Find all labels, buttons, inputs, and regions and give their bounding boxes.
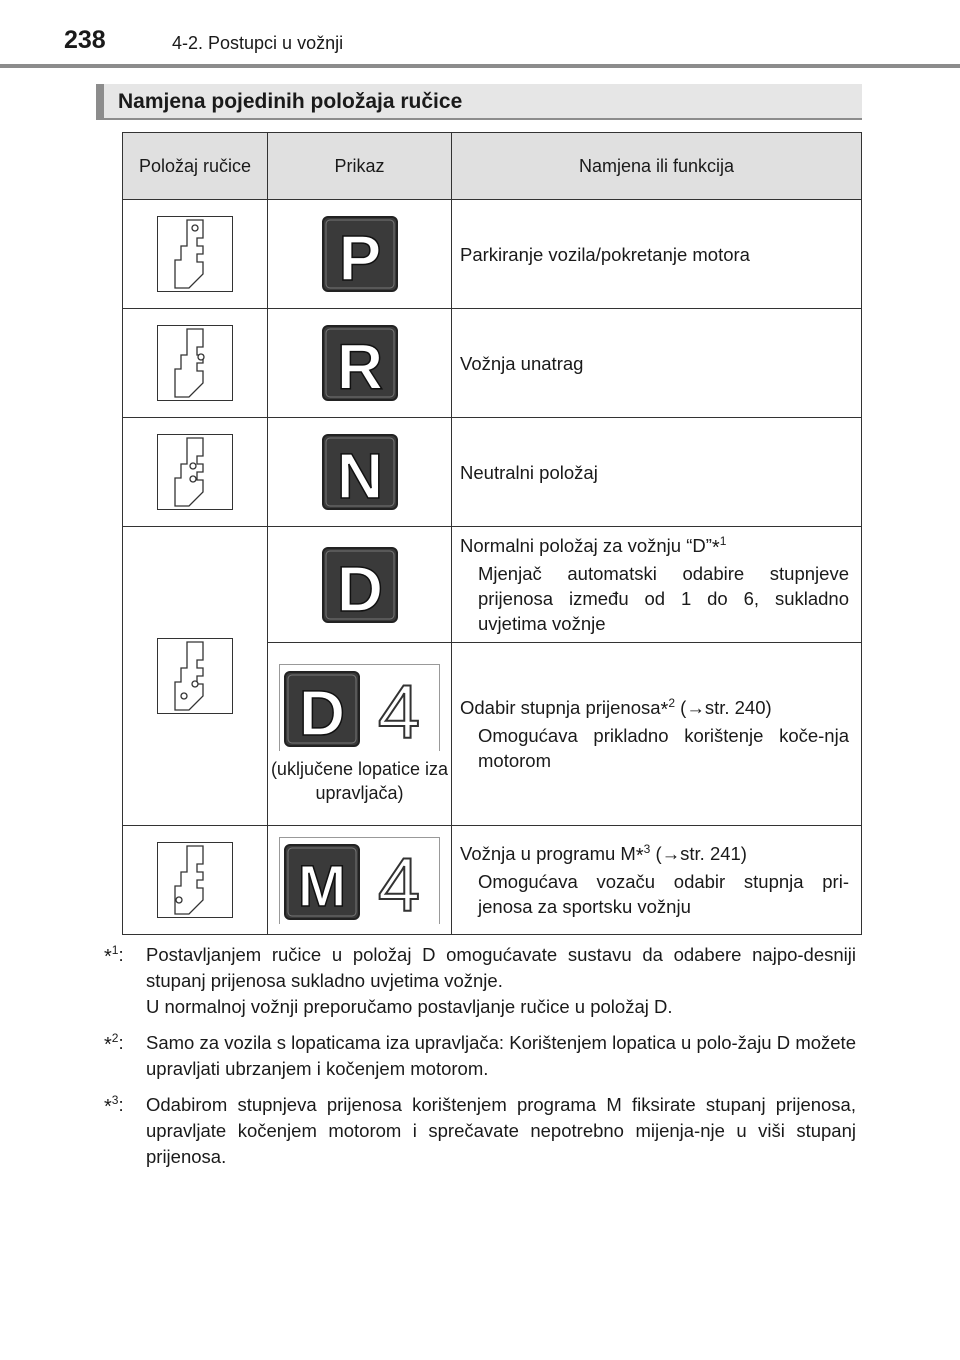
table-row (123, 200, 862, 309)
gear-r-display-icon (322, 325, 398, 401)
table-row (123, 826, 862, 935)
footnote-ref: 2 (668, 695, 676, 710)
footnote-text: Odabirom stupnjeva prijenosa korištenjem programa M fiksirate stupanj prijenosa, upravljate kočenjem motorom i sprečavate nepotrebno mijenja-nje u viši stupanj prijenosa. (146, 1094, 856, 1167)
header-display: Prikaz (268, 133, 452, 200)
header-divider (0, 64, 960, 68)
section-title-bar (96, 84, 862, 120)
footnotes (104, 942, 856, 1180)
footnote-number: 3 (111, 1092, 119, 1107)
table-row (123, 309, 862, 418)
gear-number-icon (362, 672, 436, 746)
footnote-ref: 3 (643, 841, 651, 856)
gear-letter: D (336, 552, 383, 623)
function-description: Omogućava prikladno korištenje koče-nja motorom (478, 725, 849, 771)
section-title: Namjena pojedinih položaja ručice (118, 90, 463, 113)
gear-letter: N (336, 440, 383, 510)
shift-positions-table (122, 132, 862, 935)
function-title: Normalni položaj za vožnju “D” (460, 535, 712, 556)
footnote: *$^3$: Odabirom stupnjeva prijenosa korištenjem programa M fiksirate stupanj prijenosa, upravljate kočenjem motorom i sprečavate nepotrebno mijenja-nje u viši stupanj prijenosa. (104, 1092, 856, 1170)
gear-number: 4 (377, 844, 420, 919)
table-header-row (123, 133, 862, 200)
gear-n-display-icon (322, 434, 398, 510)
gear-letter: R (336, 331, 383, 401)
table-row (123, 527, 862, 643)
function-title: Odabir stupnja prijenosa (460, 697, 661, 718)
footnote-text: Postavljanjem ručice u položaj D omogućavate sustavu da odabere najpo-desniji stupanj prijenosa sukladno uvjetima vožnje. (146, 944, 856, 991)
footnote-star: * (711, 537, 720, 559)
footnote-star: * (104, 946, 112, 968)
gear-m-display-icon (284, 844, 360, 920)
shift-gate-n-icon (157, 434, 233, 510)
gear-letter: M (297, 853, 346, 919)
page-number: 238 (64, 26, 106, 54)
section-reference: 4-2. Postupci u vožnji (172, 33, 344, 53)
function-text: Vožnja unatrag (452, 309, 862, 418)
gear-number: 4 (377, 671, 420, 746)
footnote-star: * (635, 845, 644, 867)
footnote-text: Samo za vozila s lopaticama iza upravljača: Korištenjem lopatica u polo-žaju D možete upravljati ubrzanjem i kočenjem motorom. (146, 1032, 856, 1079)
gear-letter: P (338, 222, 381, 292)
shift-gate-r-icon (157, 325, 233, 401)
gear-number-icon (362, 845, 436, 919)
footnote-star: * (104, 1096, 112, 1118)
footnote: *$^1$: Postavljanjem ručice u položaj D omogućavate sustavu da odabere najpo-desniji stupanj prijenosa sukladno uvjetima vožnje. U normalnoj vožnji preporučamo postavljanje ručice u položaj D. (104, 942, 856, 1020)
function-cell (452, 643, 862, 826)
footnote-star: * (660, 699, 669, 721)
display-cell (268, 200, 452, 309)
gear-d-display-icon (284, 671, 360, 747)
gear-d-display-icon (322, 547, 398, 623)
gear-letter: D (298, 676, 345, 747)
display-caption: (uključene lopatice iza upravljača) (270, 758, 449, 803)
footnote: *$^2$: Samo za vozila s lopaticama iza upravljača: Korištenjem lopatica u polo-žaju D možete upravljati ubrzanjem i kočenjem motorom. (104, 1030, 856, 1082)
shift-gate-d-icon (157, 638, 233, 714)
gear-p-display-icon (322, 216, 398, 292)
footnote-ref: 1 (719, 533, 727, 548)
footnote-text: U normalnoj vožnji preporučamo postavljanje ručice u položaj D. (146, 996, 673, 1017)
header-function: Namjena ili funkcija (452, 133, 862, 200)
function-text: Parkiranje vozila/pokretanje motora (452, 200, 862, 309)
shift-gate-diagram (123, 200, 268, 309)
function-description: Mjenjač automatski odabire stupnjeve prijenosa između od 1 do 6, sukladno uvjetima vožnje (478, 563, 849, 634)
function-cell (452, 826, 862, 935)
footnote-number: 1 (111, 942, 119, 957)
header-lever-position: Položaj ručice (123, 133, 268, 200)
table-row (123, 418, 862, 527)
function-cell (452, 527, 862, 643)
function-description: Omogućava vozaču odabir stupnja pri-jenosa za sportsku vožnju (478, 871, 849, 917)
function-text: Neutralni položaj (452, 418, 862, 527)
page-link[interactable]: (→str. 240) (680, 697, 772, 718)
shift-gate-p-icon (157, 216, 233, 292)
page-link[interactable]: (→str. 241) (655, 843, 747, 864)
function-title: Vožnja u programu M (460, 843, 636, 864)
shift-gate-m-icon (157, 842, 233, 918)
footnote-number: 2 (111, 1030, 119, 1045)
footnote-star: * (104, 1034, 112, 1056)
